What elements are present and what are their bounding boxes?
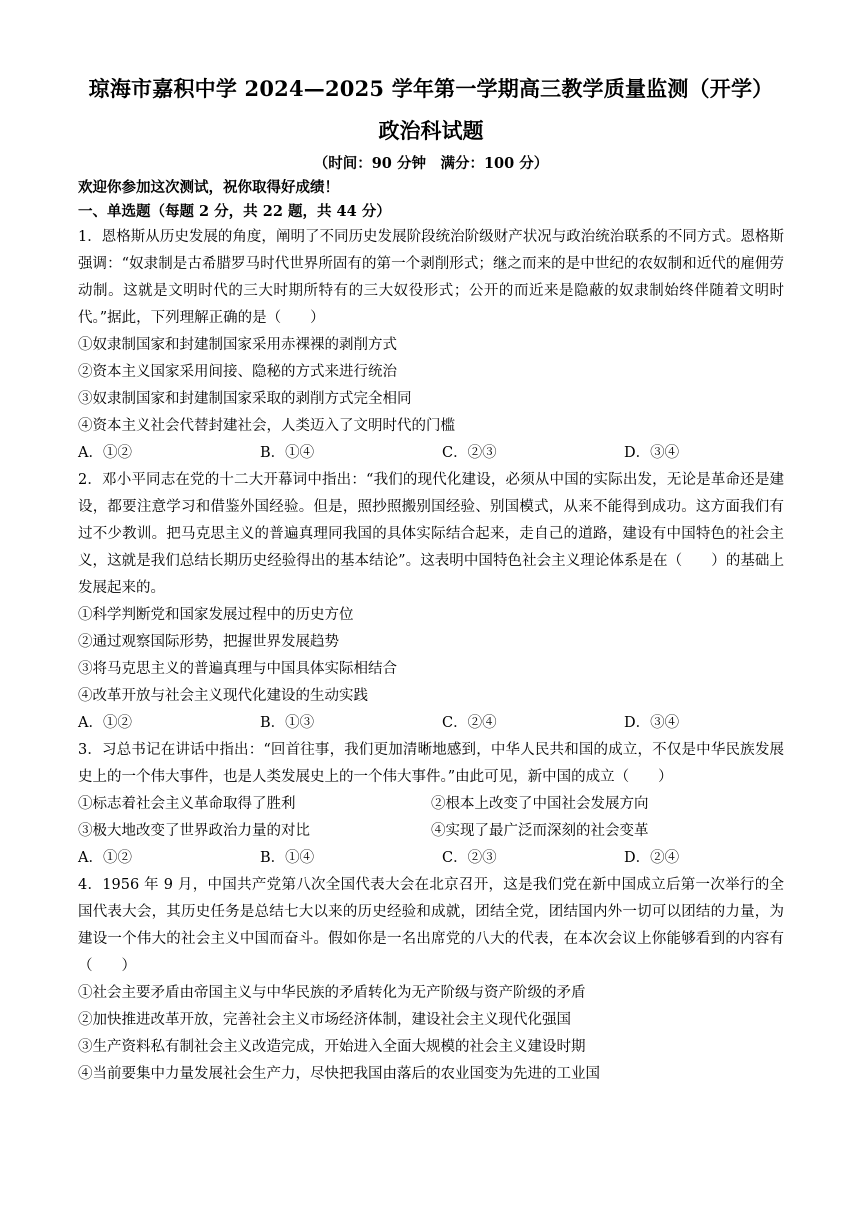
answer-choice-d: D．③④: [624, 715, 680, 731]
answer-choice-b: B．①④: [260, 445, 315, 461]
answer-choices: [78, 845, 784, 872]
section-heading: 一、单选题（每题 2 分，共 22 题，共 44 分）: [78, 203, 391, 220]
question-4: [78, 872, 784, 1088]
answer-choice-d: D．③④: [624, 445, 680, 461]
question-stem: 4．1956 年 9 月，中国共产党第八次全国代表大会在北京召开，这是我们党在新中国成立后第一次举行的全国代表大会，其历史任务是总结七大以来的历史经验和成就，团结全党，团结国内外一切可以团结的力量，为建设一个伟大的社会主义中国而奋斗。假如你是一名出席党的八大的代表，在本次会议上你能够看到的内容有（ ）: [78, 877, 784, 974]
option-statement: ③极大地改变了世界政治力量的对比: [78, 823, 310, 839]
option-statement: ②通过观察国际形势，把握世界发展趋势: [78, 634, 339, 650]
option-statement: ④资本主义社会代替封建社会，人类迈入了文明时代的门槛: [78, 418, 455, 434]
welcome-line: 欢迎你参加这次测试，祝你取得好成绩！: [78, 179, 339, 196]
answer-choice-b: B．①③: [260, 715, 315, 731]
question-3: [78, 737, 784, 872]
option-statement: ②资本主义国家采用间接、隐秘的方式来进行统治: [78, 364, 397, 380]
time-score-info: （时间：90 分钟 满分：100 分）: [313, 155, 549, 172]
answer-choice-c: C．②③: [442, 445, 497, 461]
answer-choice-a: A．①②: [78, 850, 132, 866]
answer-choice-b: B．①④: [260, 850, 315, 866]
option-statement: ④改革开放与社会主义现代化建设的生动实践: [78, 688, 368, 704]
option-statement: ③将马克思主义的普遍真理与中国具体实际相结合: [78, 661, 397, 677]
question-stem: 1．恩格斯从历史发展的角度，阐明了不同历史发展阶段统治阶级财产状况与政治统治联系的不同方式。恩格斯强调：“奴隶制是古希腊罗马时代世界所固有的第一个剥削形式；继之而来的是中世纪的农奴制和近代的雇佣劳动制。这就是文明时代的三大时期所特有的三大奴役形式；公开的而近来是隐蔽的奴隶制始终伴随着文明时代。”据此，下列理解正确的是（ ）: [78, 229, 784, 326]
answer-choices: [78, 440, 784, 467]
answer-choice-a: A．①②: [78, 715, 132, 731]
answer-choice-a: A．①②: [78, 445, 132, 461]
option-statement: ②加快推进改革开放，完善社会主义市场经济体制，建设社会主义现代化强国: [78, 1012, 571, 1028]
option-statement: ④当前要集中力量发展社会生产力，尽快把我国由落后的农业国变为先进的工业国: [78, 1066, 600, 1082]
option-statement: ①科学判断党和国家发展过程中的历史方位: [78, 607, 354, 623]
option-statement: ①奴隶制国家和封建制国家采用赤裸裸的剥削方式: [78, 337, 397, 353]
exam-subtitle: 政治科试题: [378, 118, 484, 143]
answer-choice-d: D．②④: [624, 850, 680, 866]
answer-choices: [78, 710, 784, 737]
exam-title: 琼海市嘉积中学 2024—2025 学年第一学期高三教学质量监测（开学）: [88, 76, 774, 101]
option-statement: ①标志着社会主义革命取得了胜利: [78, 796, 296, 812]
question-stem: 2．邓小平同志在党的十二大开幕词中指出：“我们的现代化建设，必须从中国的实际出发，无论是革命还是建设，都要注意学习和借鉴外国经验。但是，照抄照搬别国经验、别国模式，从来不能得到成功。这方面我们有过不少教训。把马克思主义的普遍真理同我国的具体实际结合起来，走自己的道路，建设有中国特色的社会主义，这就是我们总结长期历史经验得出的基本结论”。这表明中国特色社会主义理论体系是在（ ）的基础上发展起来的。: [78, 472, 784, 596]
option-statement: ①社会主要矛盾由帝国主义与中华民族的矛盾转化为无产阶级与资产阶级的矛盾: [78, 985, 586, 1001]
option-statement: ③生产资料私有制社会主义改造完成，开始进入全面大规模的社会主义建设时期: [78, 1039, 586, 1055]
question-2: [78, 467, 784, 737]
option-grid: [78, 791, 784, 845]
answer-choice-c: C．②③: [442, 850, 497, 866]
option-statement: ③奴隶制国家和封建制国家采取的剥削方式完全相同: [78, 391, 412, 407]
option-statement: ②根本上改变了中国社会发展方向: [431, 796, 649, 812]
answer-choice-c: C．②④: [442, 715, 497, 731]
option-statement: ④实现了最广泛而深刻的社会变革: [431, 823, 649, 839]
question-1: [78, 224, 784, 467]
question-stem: 3．习总书记在讲话中指出：“回首往事，我们更加清晰地感到，中华人民共和国的成立，不仅是中华民族发展史上的一个伟大事件，也是人类发展史上的一个伟大事件。”由此可见，新中国的成立（ ）: [78, 742, 784, 785]
